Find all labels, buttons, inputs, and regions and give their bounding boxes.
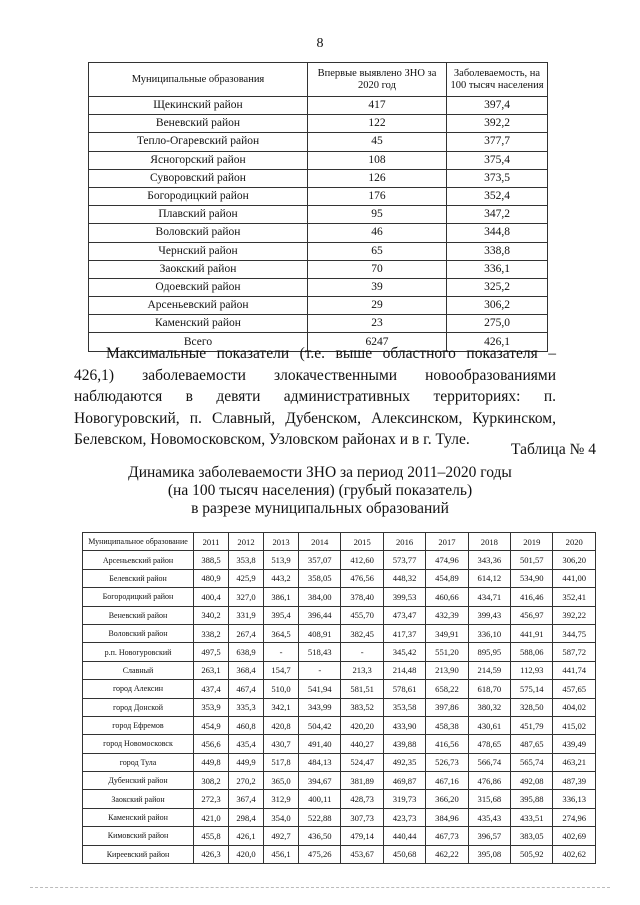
value-cell: 2012 [229, 533, 264, 551]
value-cell: 434,71 [468, 588, 510, 606]
value-cell: 467,16 [426, 772, 468, 790]
row-label-cell: Славный [83, 661, 194, 679]
value-cell: 352,4 [447, 187, 548, 205]
row-label-cell: Белевский район [83, 569, 194, 587]
value-cell: 420,8 [264, 716, 299, 734]
title-line: Динамика заболеваемости ЗНО за период 2011–2020 годы [128, 464, 512, 481]
value-cell: - [341, 643, 383, 661]
value-cell: 383,52 [341, 698, 383, 716]
value-cell: 456,1 [264, 845, 299, 863]
value-cell: 343,36 [468, 551, 510, 569]
table-row [89, 187, 548, 205]
row-label-cell: Арсеньевский район [83, 551, 194, 569]
value-cell: - [264, 643, 299, 661]
value-cell: 338,2 [194, 624, 229, 642]
table-row [83, 588, 596, 606]
value-cell: 455,70 [341, 606, 383, 624]
value-cell: 541,94 [299, 680, 341, 698]
row-label-cell: Киреевский район [83, 845, 194, 863]
value-cell: 479,14 [341, 827, 383, 845]
value-cell: 421,0 [194, 808, 229, 826]
value-cell: 462,22 [426, 845, 468, 863]
value-cell: 392,22 [553, 606, 596, 624]
value-cell: 342,1 [264, 698, 299, 716]
value-cell: 45 [308, 133, 447, 151]
value-cell: 455,8 [194, 827, 229, 845]
summary-paragraph: Максимальные показатели (т.е. выше областного показателя – 426,1) заболеваемости злокачественными новообразованиями наблюдаются в девяти административных территориях: п. Новогуровский, п. Славный, Дубенском, Алексинском, Куркинском, Белевском, Новомосковском, Узловском районах и в г. Туле. [74, 345, 556, 448]
row-label-cell: Веневский район [83, 606, 194, 624]
value-cell: 522,88 [299, 808, 341, 826]
value-cell: 328,50 [511, 698, 553, 716]
value-cell: 420,20 [341, 716, 383, 734]
table-row [89, 97, 548, 115]
value-cell: 587,72 [553, 643, 596, 661]
value-cell: 440,27 [341, 735, 383, 753]
value-cell: 484,13 [299, 753, 341, 771]
value-cell: 492,35 [383, 753, 425, 771]
table-row [83, 772, 596, 790]
table-row [83, 735, 596, 753]
value-cell: 308,2 [194, 772, 229, 790]
row-label-cell: Арсеньевский район [89, 297, 308, 315]
value-cell: 366,20 [426, 790, 468, 808]
value-cell: 415,02 [553, 716, 596, 734]
value-cell: 380,32 [468, 698, 510, 716]
table-row [83, 716, 596, 734]
value-cell: 658,22 [426, 680, 468, 698]
value-cell: 396,57 [468, 827, 510, 845]
value-cell: 437,4 [194, 680, 229, 698]
value-cell: 491,40 [299, 735, 341, 753]
value-cell: 46 [308, 224, 447, 242]
table-row [83, 624, 596, 642]
value-cell: 425,9 [229, 569, 264, 587]
value-cell: 426,1 [229, 827, 264, 845]
table-row [89, 151, 548, 169]
value-cell: 474,96 [426, 551, 468, 569]
value-cell: 400,4 [194, 588, 229, 606]
table-row [83, 551, 596, 569]
value-cell: 412,60 [341, 551, 383, 569]
row-label-cell: Дубенский район [83, 772, 194, 790]
value-cell: 487,65 [511, 735, 553, 753]
table-row [89, 242, 548, 260]
row-label-cell: Муниципальные образования [89, 63, 308, 97]
value-cell: 397,86 [426, 698, 468, 716]
value-cell: 70 [308, 260, 447, 278]
value-cell: 578,61 [383, 680, 425, 698]
value-cell: 176 [308, 187, 447, 205]
value-cell: 395,4 [264, 606, 299, 624]
value-cell: 517,8 [264, 753, 299, 771]
value-cell: 2013 [264, 533, 299, 551]
value-cell: 397,4 [447, 97, 548, 115]
value-cell: 430,7 [264, 735, 299, 753]
value-cell: 460,8 [229, 716, 264, 734]
title-line: (на 100 тысяч населения) (грубый показатель) [167, 482, 473, 499]
value-cell: 2020 [553, 533, 596, 551]
value-cell: 408,91 [299, 624, 341, 642]
value-cell: 423,73 [383, 808, 425, 826]
value-cell: 2016 [383, 533, 425, 551]
value-cell: 263,1 [194, 661, 229, 679]
table-row [89, 224, 548, 242]
value-cell: 386,1 [264, 588, 299, 606]
value-cell: 2015 [341, 533, 383, 551]
value-cell: 448,32 [383, 569, 425, 587]
value-cell: 345,42 [383, 643, 425, 661]
value-cell: 449,9 [229, 753, 264, 771]
value-cell: 352,41 [553, 588, 596, 606]
value-cell: 394,67 [299, 772, 341, 790]
value-cell: 367,4 [229, 790, 264, 808]
table-row [83, 606, 596, 624]
row-label-cell: Чернский район [89, 242, 308, 260]
row-label-cell: город Ефремов [83, 716, 194, 734]
table-row [89, 315, 548, 333]
value-cell: 428,73 [341, 790, 383, 808]
value-cell: 381,89 [341, 772, 383, 790]
value-cell: 476,86 [468, 772, 510, 790]
row-label-cell: Веневский район [89, 115, 308, 133]
value-cell: 433,51 [511, 808, 553, 826]
value-cell: 513,9 [264, 551, 299, 569]
table-row [83, 569, 596, 587]
value-cell: 306,20 [553, 551, 596, 569]
value-cell: 457,65 [553, 680, 596, 698]
value-cell: 454,9 [194, 716, 229, 734]
value-cell: 526,73 [426, 753, 468, 771]
row-label-cell: Муниципальное образование [83, 533, 194, 551]
value-cell: 298,4 [229, 808, 264, 826]
value-cell: 312,9 [264, 790, 299, 808]
table-row [89, 278, 548, 296]
value-cell: 524,47 [341, 753, 383, 771]
value-cell: 487,39 [553, 772, 596, 790]
page-footer-line [30, 887, 610, 888]
value-cell: 492,7 [264, 827, 299, 845]
table-row [83, 753, 596, 771]
value-cell: 2014 [299, 533, 341, 551]
value-cell: 108 [308, 151, 447, 169]
value-cell: 383,05 [511, 827, 553, 845]
value-cell: 213,90 [426, 661, 468, 679]
value-cell: 473,47 [383, 606, 425, 624]
value-cell: 451,79 [511, 716, 553, 734]
value-cell: 467,4 [229, 680, 264, 698]
row-label-cell: Ясногорский район [89, 151, 308, 169]
value-cell: Заболеваемость, на 100 тысяч населения [447, 63, 548, 97]
value-cell: 551,20 [426, 643, 468, 661]
value-cell: 353,9 [194, 698, 229, 716]
value-cell: 335,3 [229, 698, 264, 716]
value-cell: 29 [308, 297, 447, 315]
value-cell: 122 [308, 115, 447, 133]
value-cell: 399,53 [383, 588, 425, 606]
page-number: 8 [316, 36, 324, 51]
incidence-dynamics-table [82, 532, 596, 864]
row-label-cell: р.п. Новогуровский [83, 643, 194, 661]
value-cell: 2017 [426, 533, 468, 551]
row-label-cell: Каменский район [83, 808, 194, 826]
table-row [83, 661, 596, 679]
value-cell: 416,46 [511, 588, 553, 606]
row-label-cell: Заокский район [89, 260, 308, 278]
table-header-row [89, 63, 548, 97]
value-cell: 478,65 [468, 735, 510, 753]
value-cell: 126 [308, 169, 447, 187]
value-cell: 441,74 [553, 661, 596, 679]
value-cell: 214,48 [383, 661, 425, 679]
value-cell: 353,8 [229, 551, 264, 569]
row-label-cell: Каменский район [89, 315, 308, 333]
value-cell: 364,5 [264, 624, 299, 642]
value-cell: 614,12 [468, 569, 510, 587]
value-cell: 450,68 [383, 845, 425, 863]
table-row [83, 643, 596, 661]
value-cell: 501,57 [511, 551, 553, 569]
value-cell: 456,6 [194, 735, 229, 753]
value-cell: 336,13 [553, 790, 596, 808]
row-label-cell: Плавский район [89, 206, 308, 224]
row-label-cell: город Новомосковск [83, 735, 194, 753]
value-cell: 454,89 [426, 569, 468, 587]
value-cell: 270,2 [229, 772, 264, 790]
value-cell: 417 [308, 97, 447, 115]
value-cell: 395,08 [468, 845, 510, 863]
value-cell: 441,00 [553, 569, 596, 587]
value-cell: 439,49 [553, 735, 596, 753]
value-cell: 331,9 [229, 606, 264, 624]
table-header-row [83, 533, 596, 551]
table-row [83, 845, 596, 863]
value-cell: 404,02 [553, 698, 596, 716]
value-cell: 267,4 [229, 624, 264, 642]
value-cell: 402,62 [553, 845, 596, 863]
row-label-cell: город Донской [83, 698, 194, 716]
value-cell: 399,43 [468, 606, 510, 624]
value-cell: 95 [308, 206, 447, 224]
value-cell: 112,93 [511, 661, 553, 679]
value-cell: 439,88 [383, 735, 425, 753]
value-cell: 336,1 [447, 260, 548, 278]
row-label-cell: Богородицкий район [83, 588, 194, 606]
table-title [0, 464, 640, 518]
value-cell: 458,38 [426, 716, 468, 734]
value-cell: 463,21 [553, 753, 596, 771]
value-cell: 353,58 [383, 698, 425, 716]
value-cell: 392,2 [447, 115, 548, 133]
value-cell: 440,44 [383, 827, 425, 845]
value-cell: 378,40 [341, 588, 383, 606]
value-cell: 456,97 [511, 606, 553, 624]
row-label-cell: Заокский район [83, 790, 194, 808]
value-cell: 377,7 [447, 133, 548, 151]
value-cell: 497,5 [194, 643, 229, 661]
value-cell: 565,74 [511, 753, 553, 771]
value-cell: 315,68 [468, 790, 510, 808]
table-row [89, 133, 548, 151]
value-cell: 469,87 [383, 772, 425, 790]
value-cell: 467,73 [426, 827, 468, 845]
value-cell: 476,56 [341, 569, 383, 587]
row-label-cell: Воловский район [83, 624, 194, 642]
table-row [89, 260, 548, 278]
value-cell: 382,45 [341, 624, 383, 642]
value-cell: 368,4 [229, 661, 264, 679]
value-cell: 460,66 [426, 588, 468, 606]
value-cell: 575,14 [511, 680, 553, 698]
value-cell: 344,75 [553, 624, 596, 642]
row-label-cell: Одоевский район [89, 278, 308, 296]
value-cell: 417,37 [383, 624, 425, 642]
value-cell: 365,0 [264, 772, 299, 790]
value-cell: 274,96 [553, 808, 596, 826]
row-label-cell: Суворовский район [89, 169, 308, 187]
value-cell: 432,39 [426, 606, 468, 624]
value-cell: 373,5 [447, 169, 548, 187]
value-cell: 588,06 [511, 643, 553, 661]
title-line: в разрезе муниципальных образований [191, 500, 449, 517]
value-cell: 504,42 [299, 716, 341, 734]
table-number: Таблица № 4 [511, 441, 596, 458]
table-row [83, 790, 596, 808]
value-cell: 420,0 [229, 845, 264, 863]
table-row [83, 698, 596, 716]
value-cell: 443,2 [264, 569, 299, 587]
value-cell: 2019 [511, 533, 553, 551]
value-cell: 327,0 [229, 588, 264, 606]
value-cell: 441,91 [511, 624, 553, 642]
value-cell: 154,7 [264, 661, 299, 679]
value-cell: 349,91 [426, 624, 468, 642]
value-cell: 384,96 [426, 808, 468, 826]
table-row [83, 680, 596, 698]
value-cell: 347,2 [447, 206, 548, 224]
value-cell: 400,11 [299, 790, 341, 808]
table-row [89, 115, 548, 133]
value-cell: 618,70 [468, 680, 510, 698]
value-cell: 433,90 [383, 716, 425, 734]
value-cell: 344,8 [447, 224, 548, 242]
value-cell: 573,77 [383, 551, 425, 569]
value-cell: 272,3 [194, 790, 229, 808]
table-row [89, 297, 548, 315]
incidence-2020-table [88, 62, 548, 352]
value-cell: 435,4 [229, 735, 264, 753]
value-cell: 566,74 [468, 753, 510, 771]
value-cell: 453,67 [341, 845, 383, 863]
value-cell: 505,92 [511, 845, 553, 863]
table-row [83, 827, 596, 845]
value-cell: 343,99 [299, 698, 341, 716]
value-cell: 480,9 [194, 569, 229, 587]
value-cell: 638,9 [229, 643, 264, 661]
value-cell: 384,00 [299, 588, 341, 606]
value-cell: 319,73 [383, 790, 425, 808]
value-cell: 65 [308, 242, 447, 260]
value-cell: 402,69 [553, 827, 596, 845]
value-cell: 2011 [194, 533, 229, 551]
value-cell: 340,2 [194, 606, 229, 624]
value-cell: 357,07 [299, 551, 341, 569]
row-label-cell: Всего [89, 333, 308, 351]
value-cell: 426,3 [194, 845, 229, 863]
value-cell: 395,88 [511, 790, 553, 808]
value-cell: 518,43 [299, 643, 341, 661]
value-cell: 306,2 [447, 297, 548, 315]
row-label-cell: Щекинский район [89, 97, 308, 115]
row-label-cell: город Алексин [83, 680, 194, 698]
value-cell: 581,51 [341, 680, 383, 698]
value-cell: 214,59 [468, 661, 510, 679]
value-cell: 430,61 [468, 716, 510, 734]
value-cell: 492,08 [511, 772, 553, 790]
row-label-cell: Богородицкий район [89, 187, 308, 205]
value-cell: 307,73 [341, 808, 383, 826]
value-cell: 416,56 [426, 735, 468, 753]
value-cell: 358,05 [299, 569, 341, 587]
value-cell: 534,90 [511, 569, 553, 587]
value-cell: 6247 [308, 333, 447, 351]
value-cell: Впервые выявлено ЗНО за 2020 год [308, 63, 447, 97]
value-cell: 2018 [468, 533, 510, 551]
value-cell: 449,8 [194, 753, 229, 771]
value-cell: 213,3 [341, 661, 383, 679]
value-cell: 336,10 [468, 624, 510, 642]
value-cell: 23 [308, 315, 447, 333]
value-cell: 895,95 [468, 643, 510, 661]
value-cell: 375,4 [447, 151, 548, 169]
table-row [83, 808, 596, 826]
table-row [89, 169, 548, 187]
row-label-cell: город Тула [83, 753, 194, 771]
row-label-cell: Воловский район [89, 224, 308, 242]
value-cell: 426,1 [447, 333, 548, 351]
value-cell: 39 [308, 278, 447, 296]
row-label-cell: Тепло-Огаревский район [89, 133, 308, 151]
value-cell: 388,5 [194, 551, 229, 569]
value-cell: 475,26 [299, 845, 341, 863]
value-cell: 338,8 [447, 242, 548, 260]
row-label-cell: Кимовский район [83, 827, 194, 845]
value-cell: 510,0 [264, 680, 299, 698]
value-cell: 275,0 [447, 315, 548, 333]
value-cell: 325,2 [447, 278, 548, 296]
value-cell: - [299, 661, 341, 679]
value-cell: 436,50 [299, 827, 341, 845]
value-cell: 354,0 [264, 808, 299, 826]
value-cell: 396,44 [299, 606, 341, 624]
table-row [89, 206, 548, 224]
value-cell: 435,43 [468, 808, 510, 826]
